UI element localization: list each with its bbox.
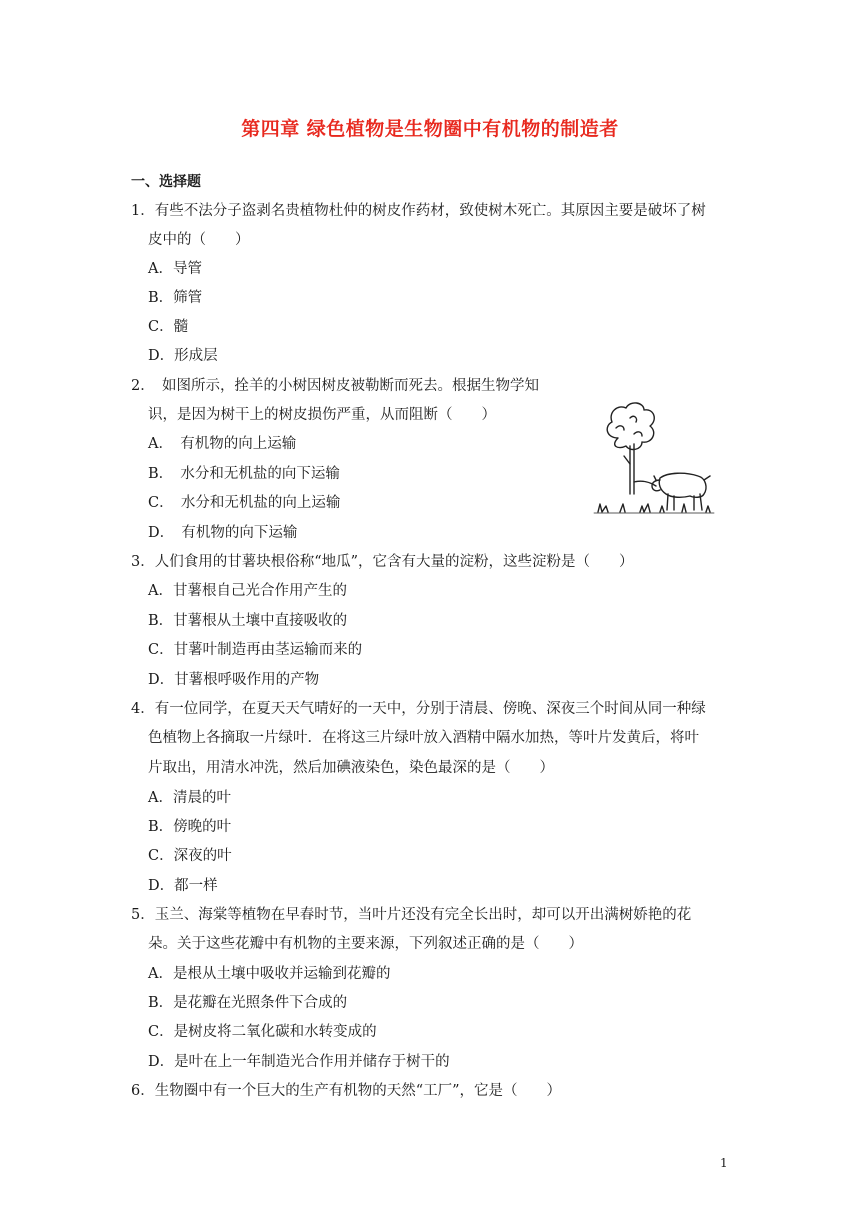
- section-heading: 一、选择题: [131, 174, 201, 190]
- chapter-title: 第四章 绿色植物是生物圈中有机物的制造者: [241, 118, 619, 140]
- question-5-line-2: 朵。关于这些花瓣中有机物的主要来源，下列叙述正确的是（ ）: [148, 936, 583, 952]
- question-5-line-1: 5．玉兰、海棠等植物在早春时节，当叶片还没有完全长出时，却可以开出满树娇艳的花: [131, 907, 692, 923]
- tree-and-goat-figure: [590, 398, 718, 520]
- question-4-line-3: 片取出，用清水冲洗，然后加碘液染色，染色最深的是（ ）: [148, 760, 554, 776]
- question-4-option-d: D．都一样: [148, 878, 218, 894]
- question-6-line-1: 6．生物圈中有一个巨大的生产有机物的天然“工厂”，它是（ ）: [131, 1083, 562, 1099]
- question-2-option-a: A． 有机物的向上运输: [148, 436, 297, 452]
- question-2-option-b: B． 水分和无机盐的向下运输: [148, 466, 340, 482]
- question-1-option-c: C．髓: [148, 319, 189, 335]
- question-5-option-d: D．是叶在上一年制造光合作用并储存于树干的: [148, 1054, 450, 1070]
- question-3-option-d: D．甘薯根呼吸作用的产物: [148, 672, 320, 688]
- question-2-line-2: 识，是因为树干上的树皮损伤严重，从而阻断（ ）: [148, 407, 496, 423]
- question-4-line-1: 4．有一位同学，在夏天天气晴好的一天中，分别于清晨、傍晚、深夜三个时间从同一种绿: [131, 701, 706, 717]
- question-3-line-1: 3．人们食用的甘薯块根俗称“地瓜”，它含有大量的淀粉，这些淀粉是（ ）: [131, 554, 634, 570]
- question-4-option-a: A．清晨的叶: [148, 790, 231, 806]
- question-1-line-1: 1．有些不法分子盗剥名贵植物杜仲的树皮作药材，致使树木死亡。其原因主要是破坏了树: [131, 203, 706, 219]
- question-3-option-b: B．甘薯根从土壤中直接吸收的: [148, 613, 348, 629]
- question-2-option-c: C． 水分和无机盐的向上运输: [148, 495, 341, 511]
- question-1-option-b: B．筛管: [148, 290, 203, 306]
- question-4-line-2: 色植物上各摘取一片绿叶．在将这三片绿叶放入酒精中隔水加热，等叶片发黄后，将叶: [148, 730, 699, 746]
- question-3-option-c: C．甘薯叶制造再由茎运输而来的: [148, 642, 363, 658]
- question-5-option-b: B．是花瓣在光照条件下合成的: [148, 995, 348, 1011]
- page-number: 1: [720, 1156, 728, 1170]
- question-5-option-c: C．是树皮将二氧化碳和水转变成的: [148, 1024, 377, 1040]
- question-2-option-d: D． 有机物的向下运输: [148, 525, 298, 541]
- question-1-option-a: A．导管: [148, 261, 202, 277]
- question-1-option-d: D．形成层: [148, 348, 218, 364]
- question-2-line-1: 2． 如图所示，拴羊的小树因树皮被勒断而死去。根据生物学知: [131, 378, 539, 394]
- question-1-line-2: 皮中的（ ）: [148, 232, 250, 248]
- question-4-option-c: C．深夜的叶: [148, 848, 232, 864]
- question-3-option-a: A．甘薯根自己光合作用产生的: [148, 583, 347, 599]
- question-5-option-a: A．是根从土壤中吸收并运输到花瓣的: [148, 966, 391, 982]
- question-4-option-b: B．傍晚的叶: [148, 819, 232, 835]
